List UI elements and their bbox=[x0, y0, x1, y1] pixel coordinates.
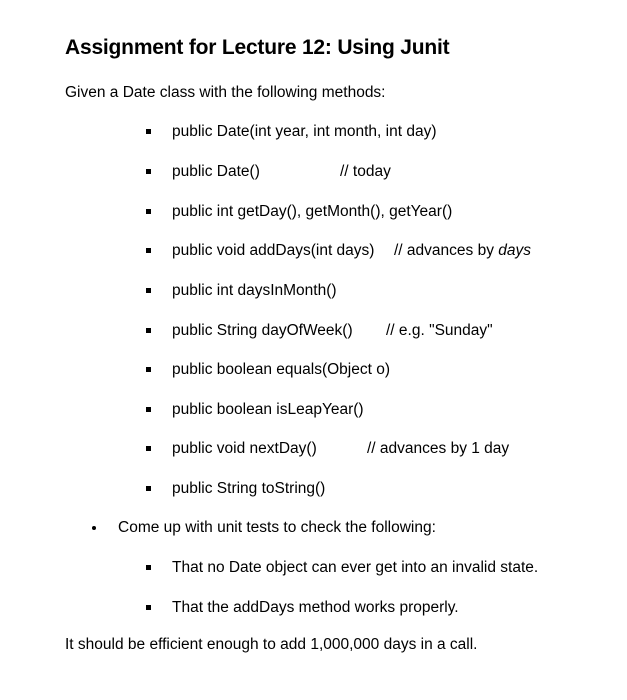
square-bullet-icon bbox=[146, 446, 151, 451]
square-bullet-icon bbox=[146, 367, 151, 372]
method-signature: public String dayOfWeek() bbox=[172, 322, 353, 339]
page-title: Assignment for Lecture 12: Using Junit bbox=[65, 36, 450, 59]
test-text: That no Date object can ever get into an invalid state. bbox=[172, 559, 539, 576]
closing-text: It should be efficient enough to add 1,000,000 days in a call. bbox=[65, 636, 478, 653]
comment-italic-word: days bbox=[498, 242, 532, 259]
method-comment: // advances by 1 day bbox=[367, 440, 510, 457]
method-comment bbox=[394, 240, 531, 262]
comment-prefix: // advances by bbox=[394, 242, 499, 259]
method-comment: // e.g. "Sunday" bbox=[386, 322, 493, 339]
square-bullet-icon bbox=[146, 407, 151, 412]
task-text: Come up with unit tests to check the following: bbox=[118, 519, 436, 536]
square-bullet-icon bbox=[146, 486, 151, 491]
method-signature: public boolean equals(Object o) bbox=[172, 361, 390, 378]
square-bullet-icon bbox=[146, 209, 151, 214]
method-signature: public void addDays(int days) bbox=[172, 242, 375, 259]
square-bullet-icon bbox=[146, 328, 151, 333]
square-bullet-icon bbox=[146, 605, 151, 610]
test-text: That the addDays method works properly. bbox=[172, 599, 459, 616]
method-signature: public void nextDay() bbox=[172, 440, 317, 457]
method-signature: public int getDay(), getMonth(), getYear() bbox=[172, 203, 453, 220]
square-bullet-icon bbox=[146, 169, 151, 174]
square-bullet-icon bbox=[146, 288, 151, 293]
method-comment: // today bbox=[340, 163, 391, 180]
method-signature: public Date() bbox=[172, 163, 260, 180]
method-signature: public Date(int year, int month, int day) bbox=[172, 123, 437, 140]
square-bullet-icon bbox=[146, 129, 151, 134]
square-bullet-icon bbox=[146, 565, 151, 570]
intro-text: Given a Date class with the following methods: bbox=[65, 84, 386, 101]
method-signature: public boolean isLeapYear() bbox=[172, 401, 364, 418]
round-bullet-icon bbox=[92, 526, 96, 530]
method-signature: public String toString() bbox=[172, 480, 326, 497]
square-bullet-icon bbox=[146, 248, 151, 253]
method-signature: public int daysInMonth() bbox=[172, 282, 337, 299]
